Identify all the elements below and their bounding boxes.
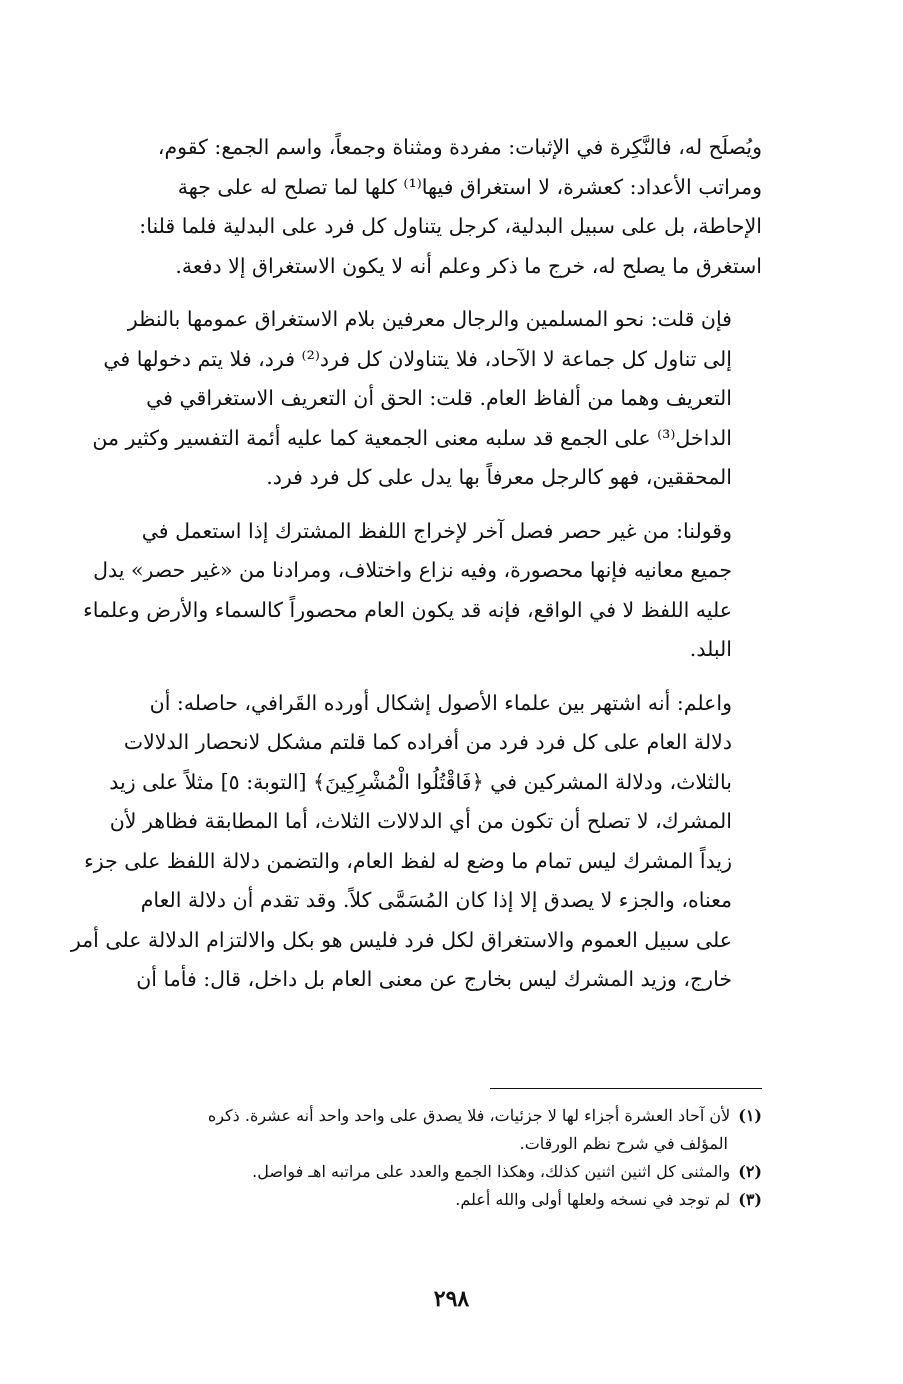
text-line: خارج، وزيد المشرك ليس بخارج عن معنى العام بل داخل، قال: فأما أن	[136, 967, 732, 991]
text-line: وقولنا: من غير حصر فصل آخر لإخراج اللفظ المشترك إذا استعمل في	[141, 518, 732, 543]
text-line: الإحاطة، بل على سبيل البدلية، كرجل يتناول كل فرد على البدلية فلما قلنا:	[139, 214, 762, 238]
text-line: جميع معانيه فإنها محصورة، وفيه نزاع واختلاف، ومرادنا من «غير حصر» يدل	[93, 558, 732, 582]
text-line: إلى تناول كل جماعة لا الآحاد، فلا يتناولان كل فرد⁽²⁾ فرد، فلا يتم دخولها في	[103, 346, 732, 371]
footnote-divider	[490, 1088, 762, 1089]
footnote-text: والمثنى كل اثنين اثنين كذلك، وهكذا الجمع والعدد على مراتبه اهـ فواصل.	[252, 1162, 731, 1181]
text-line: المشرك، لا تصلح أن تكون من أي الدلالات الثلاث، أما المطابقة فظاهر لأن	[109, 809, 732, 833]
paragraph-1	[58, 128, 762, 286]
footnote-3	[58, 1186, 762, 1214]
text-line: دلالة العام على كل فرد فرد من أفراده كما قلتم مشكل لانحصار الدلالات	[123, 730, 732, 754]
footnote-continuation: المؤلف في شرح نظم الورقات.	[519, 1134, 728, 1153]
text-line: استغرق ما يصلح له، خرج ما ذكر وعلم أنه لا يكون الاستغراق إلا دفعة.	[175, 253, 762, 278]
text-line: بالثلاث، ودلالة المشركين في ﴿فَاقْتُلُوا الْمُشْرِكِينَ﴾ [التوبة: ٥] مثلاً على زيد	[109, 769, 732, 794]
paragraph-2	[58, 300, 762, 498]
main-text	[58, 128, 762, 1000]
text-line: الداخل⁽³⁾ على الجمع قد سلبه معنى الجمعية كما عليه أئمة التفسير وكثير من	[92, 425, 732, 450]
text-line: معناه، والجزء لا يصدق إلا إذا كان المُسَمَّى كلاً. وقد تقدم أن دلالة العام	[140, 888, 732, 912]
text-line: عليه اللفظ لا في الواقع، فإنه قد يكون العام محصوراً كالسماء والأرض وعلماء	[83, 597, 732, 622]
footnote-2	[58, 1158, 762, 1186]
paragraph-3	[58, 512, 762, 670]
footnote-number: (٢)	[738, 1162, 762, 1181]
text-line: التعريف وهما من ألفاظ العام. قلت: الحق أن التعريف الاستغراقي في	[146, 386, 732, 410]
footnote-1	[58, 1102, 762, 1158]
footnote-text: لأن آحاد العشرة أجزاء لها لا جزئيات، فلا يصدق على واحد واحد أنه عشرة. ذكره	[207, 1106, 731, 1125]
text-line: على سبيل العموم والاستغراق لكل فرد فليس هو بكل والالتزام الدلالة على أمر	[70, 927, 732, 952]
footnote-number: (٣)	[738, 1190, 762, 1209]
footnotes	[58, 1102, 762, 1214]
text-line: واعلم: أنه اشتهر بين علماء الأصول إشكال أورده القَرافي، حاصله: أن	[149, 690, 732, 715]
text-line: البلد.	[689, 637, 732, 661]
text-line: زيداً المشرك ليس تمام ما وضع له لفظ العام، والتضمن دلالة اللفظ على جزء	[84, 848, 732, 873]
page-number: ٢٩٨	[433, 1286, 470, 1312]
footnote-text: لم توجد في نسخه ولعلها أولى والله أعلم.	[455, 1190, 731, 1209]
text-line: المحققين، فهو كالرجل معرفاً بها يدل على كل فرد فرد.	[266, 465, 732, 489]
footnote-number: (١)	[738, 1106, 762, 1125]
paragraph-4	[58, 684, 762, 1000]
text-line: ويُصلَح له، فالنَّكِرة في الإثبات: مفردة ومثناة وجمعاً، واسم الجمع: كقوم،	[157, 135, 762, 159]
text-line: ومراتب الأعداد: كعشرة، لا استغراق فيها⁽¹⁾ كلها لما تصلح له على جهة	[177, 174, 762, 199]
text-line: فإن قلت: نحو المسلمين والرجال معرفين بلام الاستغراق عمومها بالنظر	[127, 307, 732, 331]
